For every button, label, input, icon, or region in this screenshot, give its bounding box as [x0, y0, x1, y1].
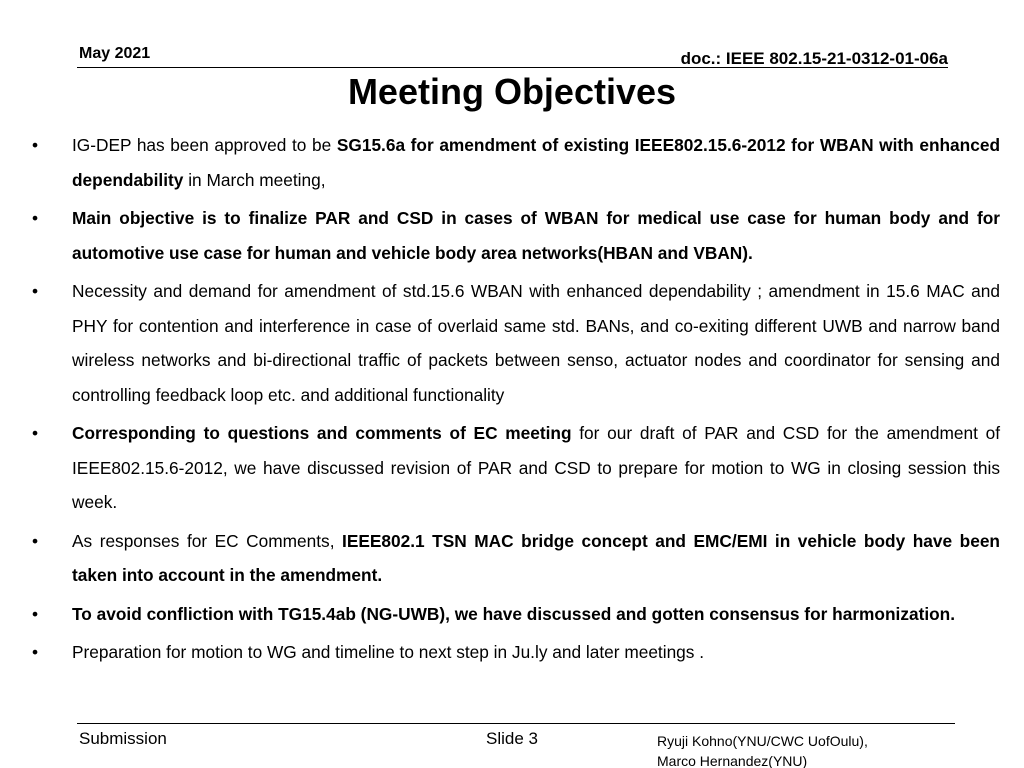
footer-submission: Submission	[79, 729, 167, 748]
bullet-text-normal: in March meeting,	[183, 169, 326, 190]
bullet-text-normal: Preparation for motion to WG and timeline to next step in Ju.ly and later meetings .	[72, 642, 705, 662]
header-doc-id: doc.: IEEE 802.15-21-0312-01-06a	[680, 49, 948, 68]
bullet-marker: •	[32, 281, 39, 301]
objectives-list	[28, 128, 1000, 674]
header-date: May 2021	[79, 45, 151, 62]
bullet-text-normal: As responses for EC Comments,	[72, 530, 343, 551]
bullet-item	[28, 524, 1000, 593]
bullet-item	[28, 128, 1000, 197]
bullet-text-normal: IG-DEP has been approved to be	[72, 135, 337, 155]
footer-author-line: Marco Hernandez(YNU)	[657, 753, 808, 768]
footer-author	[657, 731, 868, 768]
bullet-text-bold: IEEE802.1 TSN MAC bridge concept and EMC/EMI in vehicle body have been taken into account in the amendment.	[72, 530, 1000, 585]
header-divider	[77, 67, 948, 68]
bullet-text-bold: Main objective is to finalize PAR and CSD in cases of WBAN for medical use case for human body and for automotive use case for human and vehicle body area networks(HBAN and VBAN).	[72, 208, 1000, 263]
bullet-marker: •	[32, 135, 39, 155]
bullet-marker: •	[32, 208, 39, 228]
bullet-marker: •	[32, 423, 39, 443]
bullet-item	[28, 635, 1000, 670]
bullet-marker: •	[32, 530, 39, 551]
footer-divider	[77, 723, 955, 724]
bullet-item	[28, 597, 1000, 632]
bullet-item	[28, 201, 1000, 270]
bullet-text-bold: Corresponding to questions and comments of EC meeting	[72, 423, 572, 443]
footer-slide-number: Slide 3	[486, 729, 538, 748]
footer-author-line: Ryuji Kohno(YNU/CWC UofOulu),	[657, 733, 868, 749]
slide-title: Meeting Objectives	[347, 71, 677, 112]
bullet-marker: •	[32, 642, 39, 662]
bullet-item	[28, 416, 1000, 520]
bullet-text-bold: To avoid confliction with TG15.4ab (NG-UWB), we have discussed and gotten consensus for harmonization.	[72, 603, 956, 624]
bullet-item	[28, 274, 1000, 412]
bullet-text-normal: Necessity and demand for amendment of std.15.6 WBAN with enhanced dependability ; amendment in 15.6 MAC and PHY for contention and interference in case of overlaid same std. BANs, and co-exiting different UWB and narrow band wireless networks and bi-directional traffic of packets between senso, actuator nodes and coordinator for sensing and controlling feedback loop etc. and additional functionality	[72, 281, 1000, 405]
bullet-text-normal: for our draft of PAR and CSD for the amendment of IEEE802.15.6-2012, we have discussed revision of PAR and CSD to prepare for motion to WG in closing session this week.	[72, 423, 1000, 512]
bullet-marker: •	[32, 603, 39, 624]
bullet-text-bold: SG15.6a for amendment of existing IEEE802.15.6-2012 for WBAN with enhanced dependability	[72, 135, 1001, 190]
